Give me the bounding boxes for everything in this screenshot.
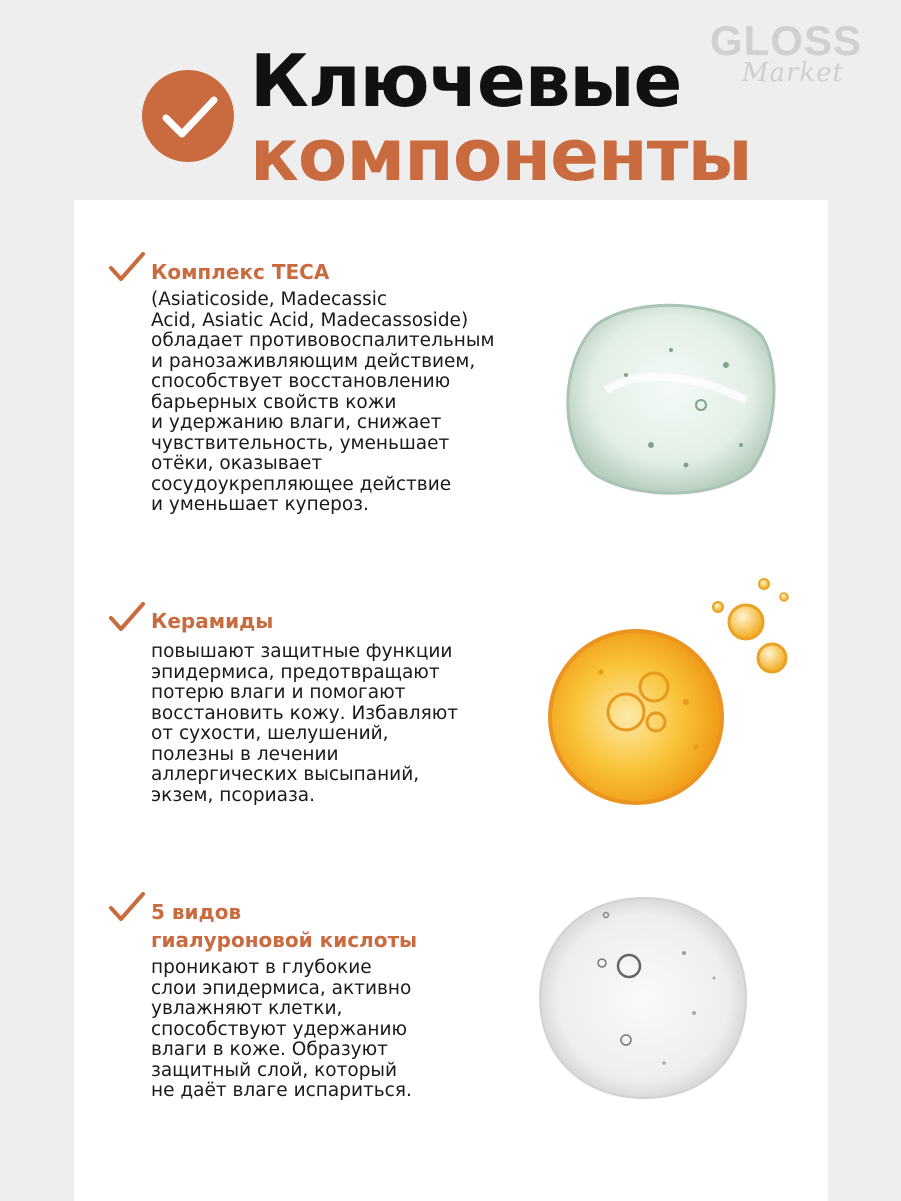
- logo-subtitle: Market: [741, 58, 844, 88]
- checkmark-icon: [108, 600, 146, 634]
- component-description-teca: (Asiaticoside, Madecassic Acid, Asiatic Acid, Madecassoside) обладает противовоспалительным и ранозаживляющим действием, способствует восстановлению барьерных свойств кожи и удержанию влаги, снижает чувствительность, уменьшает отёки, оказывает сосудоукрепляющее действие и уменьшает купероз.: [151, 289, 495, 515]
- component-heading-hyaluronic: 5 видов гиалуроновой кислоты: [151, 900, 418, 952]
- component-heading-teca: Комплекс TECA: [151, 260, 330, 284]
- component-description-hyaluronic: проникают в глубокие слои эпидермиса, активно увлажняют клетки, способствуют удержанию влаги в коже. Образуют защитный слой, который не даёт влаге испариться.: [151, 957, 412, 1101]
- golden-oil-drop-image: [546, 572, 796, 807]
- clear-gel-drop-image: [534, 893, 754, 1103]
- green-gel-drop-image: [556, 295, 781, 500]
- brand-logo: [709, 17, 882, 93]
- component-heading-ceramides: Керамиды: [151, 609, 274, 633]
- checkmark-icon: [108, 250, 146, 284]
- page-title-line1: Ключевые: [250, 39, 682, 123]
- checkmark-badge-icon: [142, 70, 234, 162]
- page-title-line2: компоненты: [250, 113, 752, 197]
- component-description-ceramides: повышают защитные функции эпидермиса, предотвращают потерю влаги и помогают восстановить кожу. Избавляют от сухости, шелушений, полезны в лечении аллергических высыпаний, экзем, псориаза.: [151, 641, 459, 806]
- logo-wordmark: GLOSS: [709, 17, 862, 64]
- checkmark-icon: [108, 890, 146, 924]
